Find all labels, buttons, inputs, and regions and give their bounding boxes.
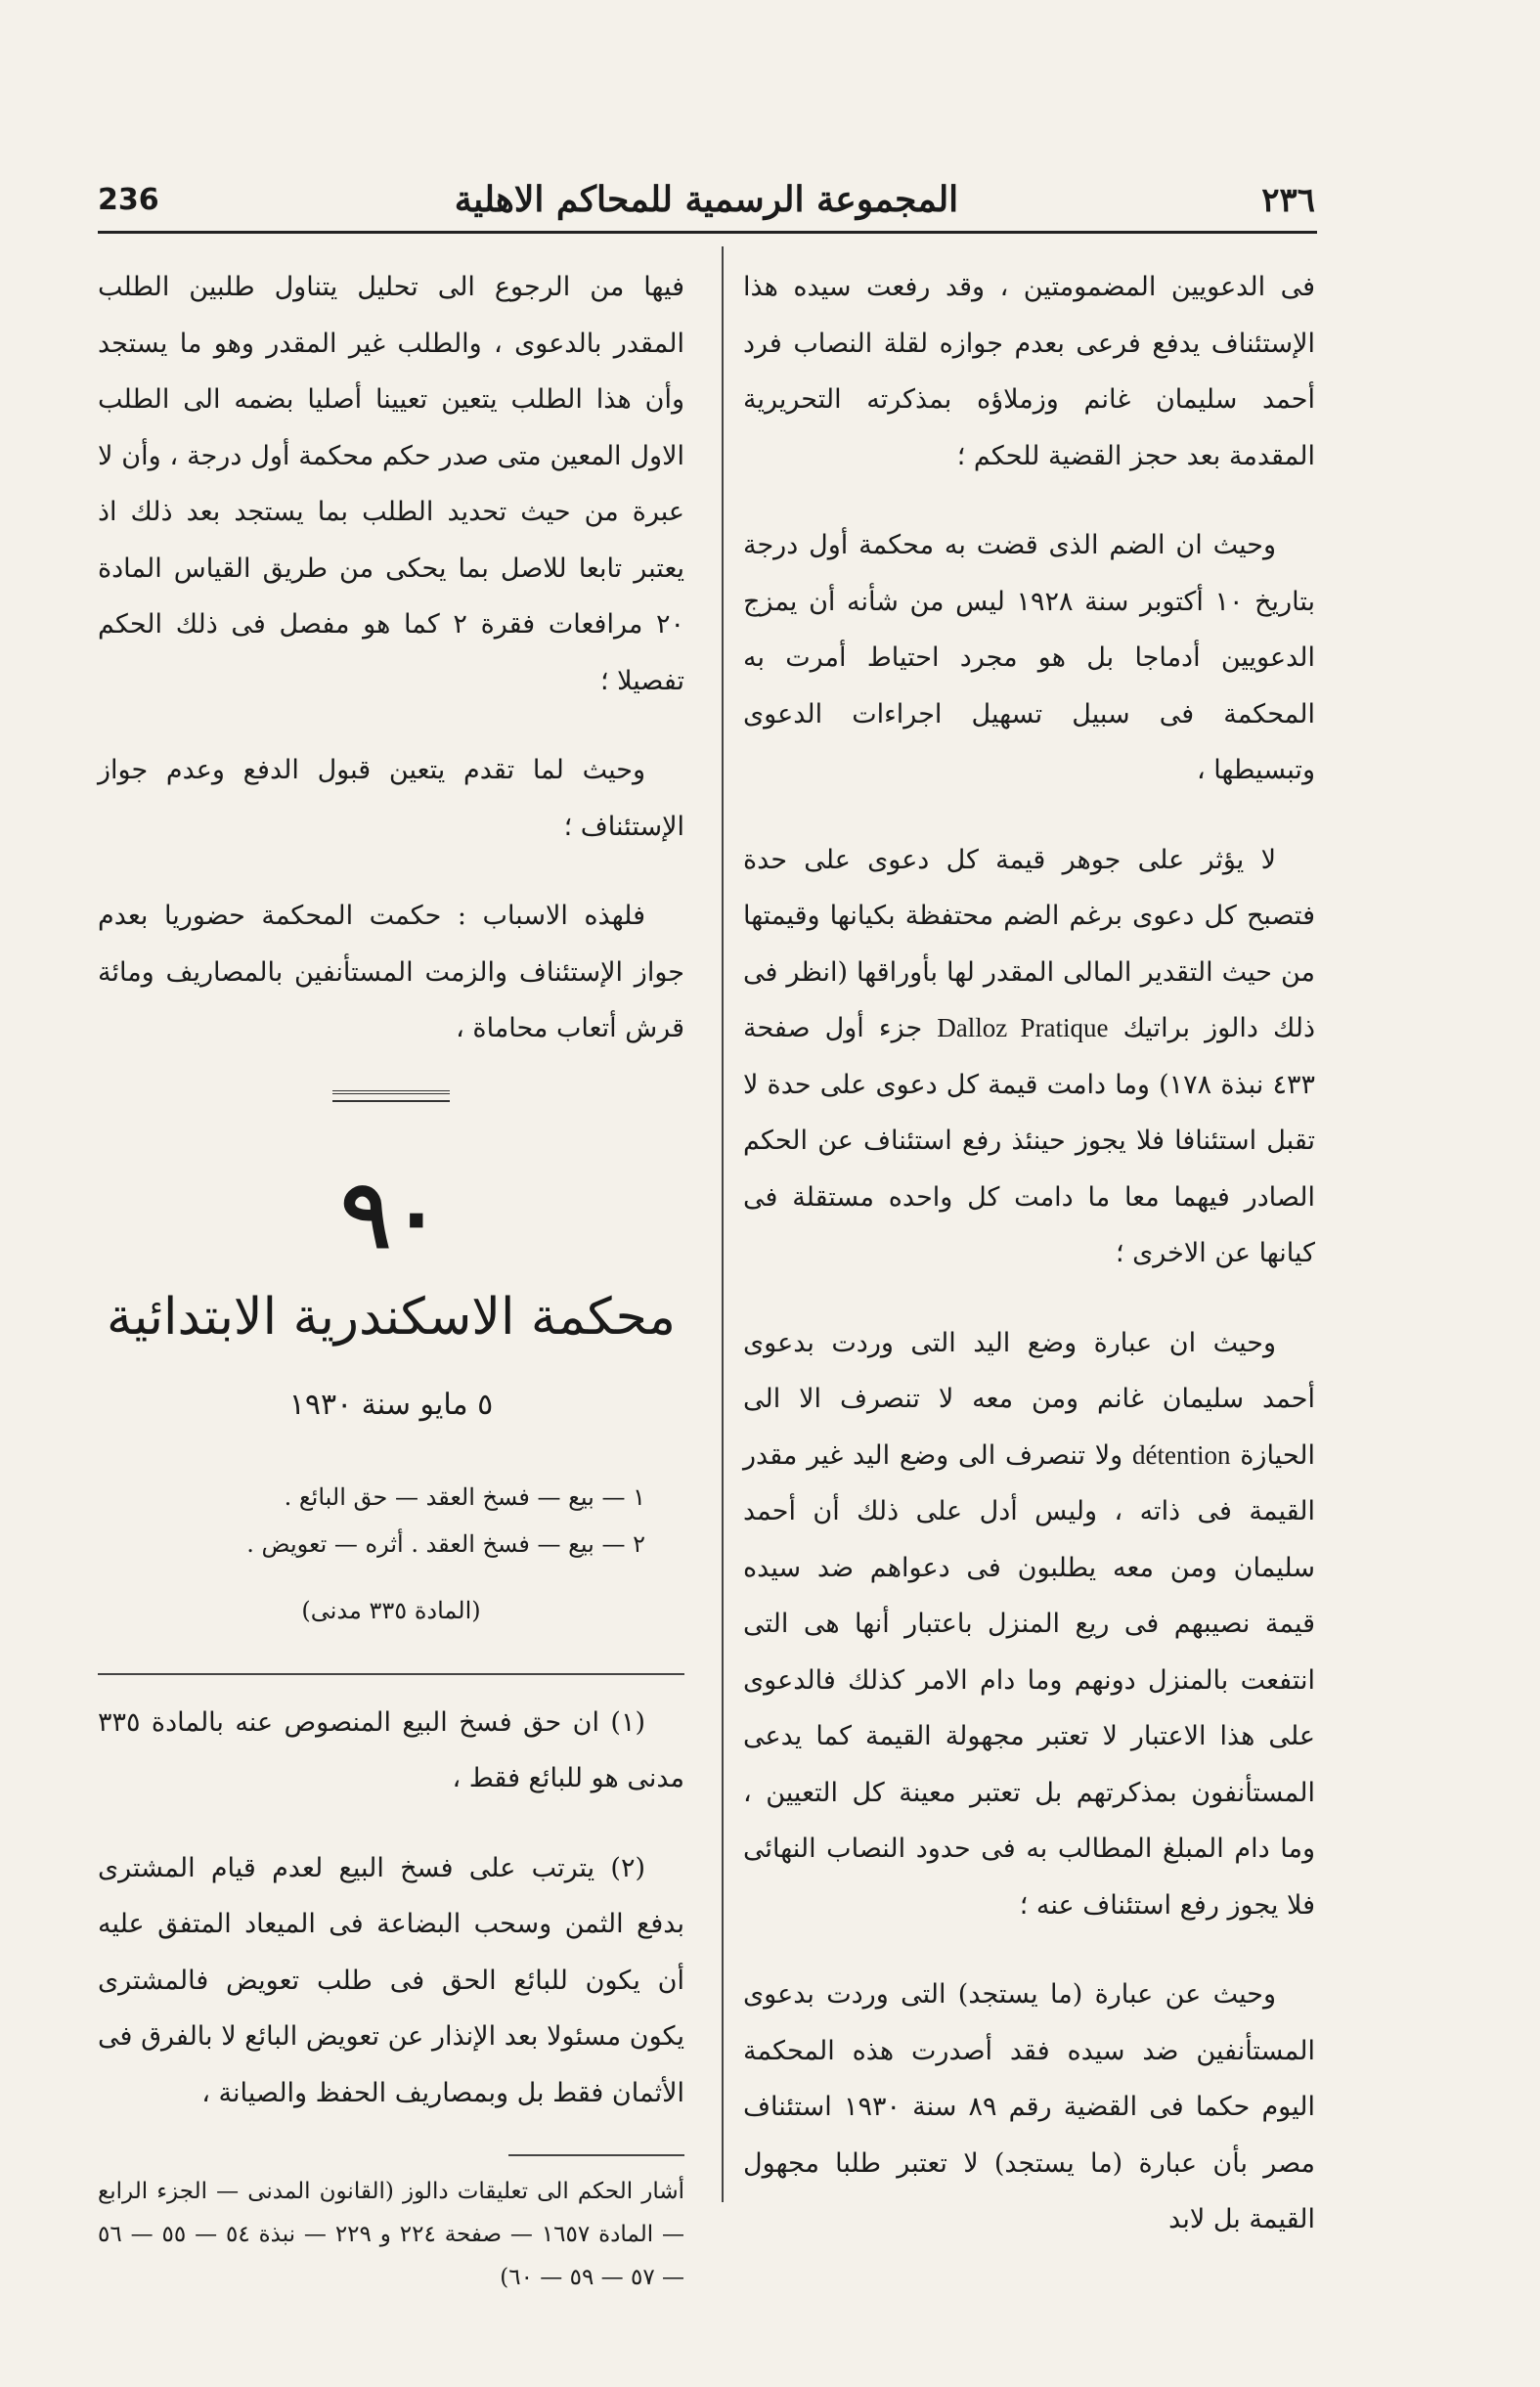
keywords-list bbox=[98, 1474, 684, 1568]
page-number-latin: 236 bbox=[98, 183, 159, 217]
footnote: أشار الحكم الى تعليقات دالوز (القانون المدنى — الجزء الرابع — المادة ١٦٥٧ — صفحة ٢٢٤ و ٢٢٩ — نبذة ٥٤ — ٥٥ — ٥٦ — ٥٧ — ٥٩ — ٦٠) bbox=[98, 2179, 684, 2290]
paragraph-text: لا يؤثر على جوهر قيمة كل دعوى على حدة فتصبح كل دعوى برغم الضم محتفظة بكيانها وقيمتها من حيث التقدير المالى المقدر لها بأوراقها (انظر فى ذلك دالوز براتيك bbox=[743, 844, 1315, 1043]
paragraph: وحيث عن عبارة (ما يستجد) التى وردت بدعوى المستأنفين ضد سيده فقد أصدرت هذه المحكمة اليوم حكما فى القضية رقم ٨٩ سنة ١٩٣٠ استئناف مصر بأن عبارة (ما يستجد) لا تعتبر طلبا مجهول القيمة بل لابد bbox=[743, 1979, 1315, 2234]
paragraph: فيها من الرجوع الى تحليل يتناول طلبين الطلب المقدر بالدعوى ، والطلب غير المقدر وهو ما يستجد وأن هذا الطلب يتعين تعيينا أصليا بضمه الى الطلب الاول المعين متى صدر حكم محكمة أول درجة ، وأن لا عبرة من حيث تحديد الطلب بما يستجد بعد ذلك اذ يعتبر تابعا للاصل بما يحكى من طريق القياس المادة ٢٠ مرافعات فقرة ٢ كما هو مفصل فى ذلك الحكم تفصيلا ؛ bbox=[98, 272, 685, 696]
page-number-arabic: ٢٣٦ bbox=[1261, 181, 1315, 220]
case-date: ٥ مايو سنة ١٩٣٠ bbox=[288, 1387, 494, 1422]
paragraph bbox=[743, 832, 1315, 1282]
paragraph: فى الدعويين المضمومتين ، وقد رفعت سيده هذا الإستئناف يدفع فرعى بعدم جوازه لقلة النصاب فرد أحمد سليمان غانم وزملاؤه بمذكرته التحريرية المقدمة بعد حجز القضية للحكم ؛ bbox=[743, 272, 1315, 471]
column-divider bbox=[722, 246, 724, 2202]
court-name: محكمة الاسكندرية الابتدائية bbox=[106, 1287, 677, 1347]
paragraph: وحيث لما تقدم يتعين قبول الدفع وعدم جواز الإستئناف ؛ bbox=[98, 755, 684, 842]
latin-term: Dalloz Pratique bbox=[937, 1013, 1109, 1042]
holding: (٢) يترتب على فسخ البيع لعدم قيام المشترى بدفع الثمن وسحب البضاعة فى الميعاد المتفق عليه أن يكون للبائع الحق فى طلب تعويض فالمشترى يكون مسئولا بعد الإنذار عن تعويض البائع لا بالفرق فى الأثمان فقط بل وبمصاريف الحفظ والصيانة ، bbox=[98, 1852, 684, 2108]
right-column bbox=[743, 259, 1315, 2281]
keyword-item: ٢ — بيع — فسخ العقد . أثره — تعويض . bbox=[246, 1529, 645, 1558]
paragraph-text: ولا تنصرف الى وضع اليد غير مقدر القيمة فى ذاته ، وليس أدل على ذلك أن أحمد سليمان ومن معه يطلبون فى دعواهم ضد سيده قيمة نصيبهم فى ريع المنزل باعتبار أنها هى التى انتفعت بالمنزل دونهم وما دام الامر كذلك فالدعوى على هذا الاعتبار لا تعتبر مجهولة القيمة كما يدعى المستأنفون بمذكرتهم بل تعتبر معينة كل التعيين ، وما دام المبلغ المطالب به فى حدود النصاب النهائى فلا يجوز رفع استئناف عنه ؛ bbox=[743, 1439, 1315, 1921]
paragraph-text: جزء أول صفحة ٤٣٣ نبذة ١٧٨) وما دامت قيمة كل دعوى على حدة لا تقبل استئنافا فلا يجوز حينئذ رفع استئناف عن الحكم الصادر فيهما معا ما دامت كل واحده مستقلة فى كيانها عن الاخرى ؛ bbox=[743, 1013, 1315, 1268]
paragraph: وحيث ان الضم الذى قضت به محكمة أول درجة بتاريخ ١٠ أكتوبر سنة ١٩٢٨ ليس من شأنه أن يمزج الدعويين أدماجا بل هو مجرد احتياط أمرت به المحكمة فى سبيل تسهيل اجراءات الدعوى وتبسيطها ، bbox=[743, 530, 1316, 785]
paragraph: فلهذه الاسباب : حكمت المحكمة حضوريا بعدم جواز الإستئناف والزمت المستأنفين بالمصاريف ومائة قرش أتعاب محاماة ، bbox=[98, 901, 684, 1043]
left-column bbox=[98, 259, 684, 2299]
paragraph-text: وحيث ان عبارة وضع اليد التى وردت بدعوى أحمد سليمان غانم ومن معه لا تنصرف الا الى الحيازة bbox=[743, 1327, 1315, 1471]
case-number: ٩٠ bbox=[340, 1158, 442, 1269]
latin-term: détention bbox=[1132, 1439, 1231, 1470]
keyword-item: ١ — بيع — فسخ العقد — حق البائع . bbox=[284, 1482, 645, 1511]
footnote-rule bbox=[508, 2154, 684, 2156]
section-separator bbox=[332, 1090, 450, 1102]
article-reference: (المادة ٣٣٥ مدنى) bbox=[301, 1596, 481, 1624]
holding: (١) ان حق فسخ البيع المنصوص عنه بالمادة ٣٣٥ مدنى هو للبائع فقط ، bbox=[98, 1706, 684, 1793]
holdings-rule bbox=[98, 1673, 684, 1675]
paragraph bbox=[743, 1315, 1315, 1934]
header-rule bbox=[98, 231, 1317, 234]
running-title: المجموعة الرسمية للمحاكم الاهلية bbox=[454, 179, 959, 220]
